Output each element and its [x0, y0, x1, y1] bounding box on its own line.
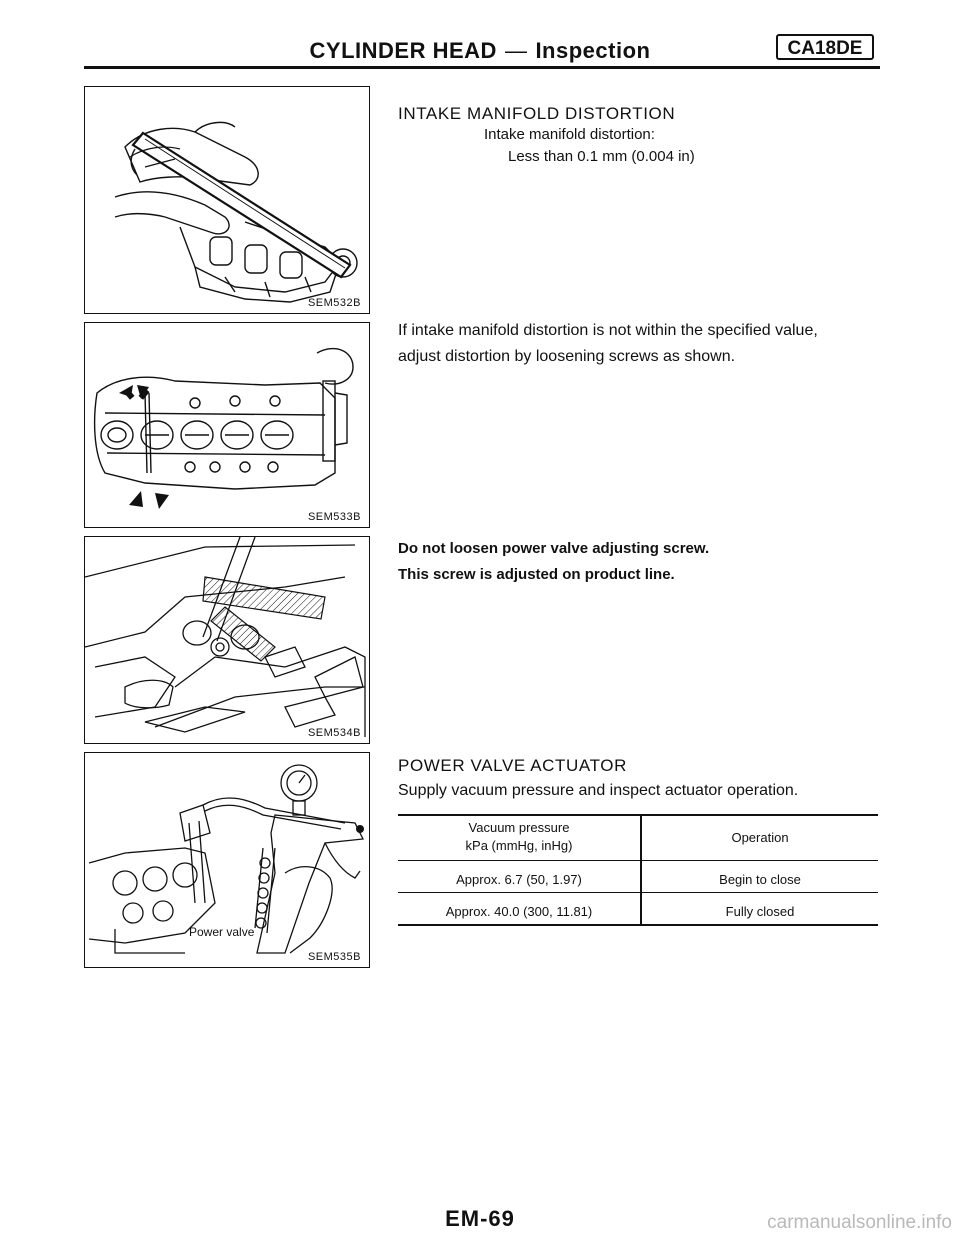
figure-straightedge-check: [84, 86, 370, 314]
straightedge-illustration: [85, 87, 370, 314]
table-cell: Approx. 40.0 (300, 11.81): [445, 904, 593, 919]
table-top-rule: [398, 814, 878, 816]
table-header-rule: [398, 860, 878, 861]
section-title: CYLINDER HEAD: [309, 38, 497, 63]
actuator-instruction: Supply vacuum pressure and inspect actuator operation.: [398, 782, 799, 799]
figure-code: SEM533B: [307, 511, 361, 523]
watermark: carmanualsonline.info: [767, 1212, 952, 1233]
figure-loosen-screws: [84, 322, 370, 528]
title-dash: —: [504, 38, 528, 63]
adjusting-screw-warning: [398, 536, 709, 588]
intake-instruction-line-1: If intake manifold distortion is not within the specified value,: [398, 322, 818, 339]
intake-spec-label: Intake manifold distortion:: [484, 126, 655, 143]
header-rule: [84, 66, 880, 69]
figure-code: SEM535B: [307, 951, 361, 963]
figure-code: SEM532B: [307, 297, 361, 309]
table-header-operation: Operation: [731, 830, 789, 845]
table-cell: Begin to close: [719, 872, 801, 887]
table-row-rule: [398, 892, 878, 893]
manifold-screws-illustration: [85, 323, 370, 528]
intake-instruction-line-2: adjust distortion by loosening screws as shown.: [398, 348, 736, 365]
intake-instruction: [398, 318, 878, 370]
table-header-units: kPa (mmHg, inHg): [465, 838, 573, 853]
table-cell: Fully closed: [725, 904, 795, 919]
figure-code: SEM534B: [307, 727, 361, 739]
power-valve-callout: Power valve: [189, 925, 255, 939]
intake-spec-value: Less than 0.1 mm (0.004 in): [508, 148, 695, 165]
table-cell: Approx. 6.7 (50, 1.97): [456, 872, 582, 887]
subsection-title: Inspection: [535, 38, 651, 63]
engine-model-badge: CA18DE: [776, 34, 874, 60]
figure-power-valve-actuator: [84, 752, 370, 968]
intake-section-title: INTAKE MANIFOLD DISTORTION: [398, 104, 676, 123]
adjusting-screw-illustration: [85, 537, 370, 744]
actuator-section-title: POWER VALVE ACTUATOR: [398, 756, 627, 775]
warning-line-2: This screw is adjusted on product line.: [398, 566, 675, 583]
page-number: EM-69: [445, 1206, 515, 1231]
warning-line-1: Do not loosen power valve adjusting screw.: [398, 540, 710, 557]
figure-adjusting-screw: [84, 536, 370, 744]
table-bottom-rule: [398, 924, 878, 926]
table-header-vacuum: Vacuum pressure: [468, 820, 570, 835]
